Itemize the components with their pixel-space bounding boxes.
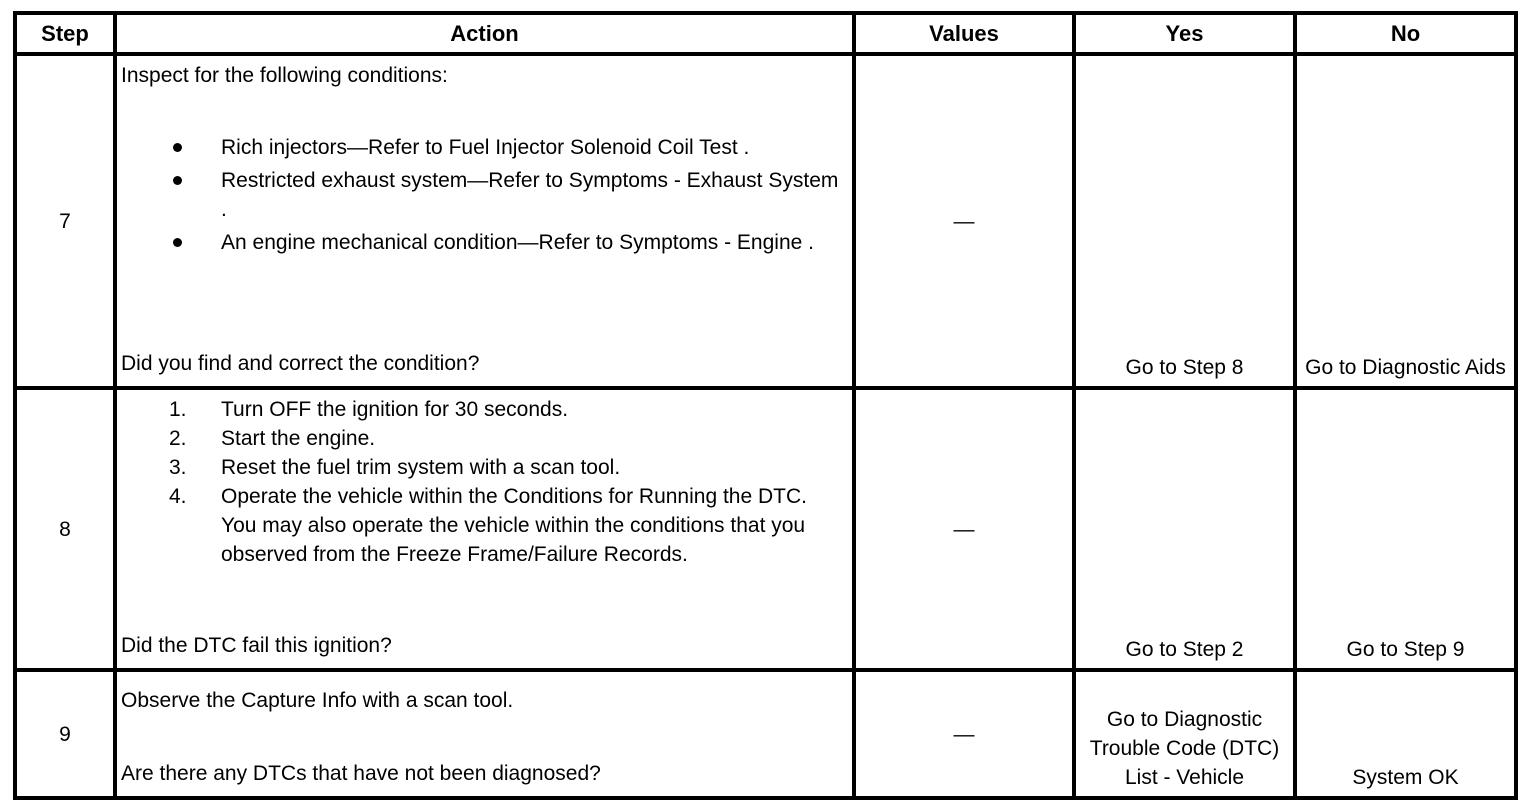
numbered-list: [117, 395, 846, 569]
no-text: Go to Diagnostic Aids: [1305, 356, 1506, 379]
list-item: [117, 228, 846, 257]
table-row-step-8: [15, 388, 1516, 670]
list-item: [117, 133, 846, 162]
yes-cell: [1074, 670, 1295, 798]
list-number: 3.: [169, 456, 187, 479]
list-item-text: Operate the vehicle within the Conditions for Running the DTC. You may also operate the vehicle within the conditions that you observed from the Freeze Frame/Failure Records.: [221, 485, 807, 566]
list-item: [117, 395, 846, 424]
yes-text: Go to Diagnostic Trouble Code (DTC) List - Vehicle: [1089, 708, 1280, 789]
no-cell: [1295, 54, 1516, 388]
header-no: No: [1295, 13, 1516, 54]
list-item: [117, 424, 846, 453]
table-row-step-7: [15, 54, 1516, 388]
list-item-text: An engine mechanical condition—Refer to Symptoms - Engine .: [221, 231, 814, 254]
values-cell: —: [854, 388, 1074, 670]
diagnostic-table: [13, 11, 1518, 800]
list-number: 2.: [169, 427, 187, 450]
header-row: [15, 13, 1516, 54]
action-question: Did you find and correct the condition?: [121, 352, 480, 375]
yes-cell: [1074, 54, 1295, 388]
yes-text: Go to Step 2: [1125, 638, 1244, 661]
bullet-icon: [173, 238, 182, 247]
list-item: [117, 453, 846, 482]
yes-cell: [1074, 388, 1295, 670]
bullet-icon: [173, 143, 182, 152]
header-step: Step: [15, 13, 115, 54]
yes-text: Go to Step 8: [1125, 356, 1244, 379]
header-yes: Yes: [1074, 13, 1295, 54]
step-number: 9: [15, 670, 115, 798]
list-item-text: Reset the fuel trim system with a scan tool.: [221, 456, 621, 479]
action-cell: [115, 388, 854, 670]
action-intro: Inspect for the following conditions:: [121, 64, 448, 87]
no-text: Go to Step 9: [1346, 638, 1465, 661]
no-cell: [1295, 388, 1516, 670]
list-item-text: Rich injectors—Refer to Fuel Injector Solenoid Coil Test .: [221, 136, 750, 159]
action-cell: [115, 670, 854, 798]
values-cell: —: [854, 54, 1074, 388]
action-question: Are there any DTCs that have not been diagnosed?: [121, 762, 601, 785]
step-number: 7: [15, 54, 115, 388]
no-cell: [1295, 670, 1516, 798]
bullet-list: [117, 133, 846, 261]
list-item: [117, 166, 846, 224]
header-action: Action: [115, 13, 854, 54]
action-intro: Observe the Capture Info with a scan tool.: [121, 689, 514, 712]
list-item: [117, 482, 846, 569]
list-item-text: Restricted exhaust system—Refer to Symptoms - Exhaust System .: [221, 169, 839, 221]
values-cell: —: [854, 670, 1074, 798]
list-item-text: Turn OFF the ignition for 30 seconds.: [221, 398, 569, 421]
list-number: 1.: [169, 398, 187, 421]
bullet-icon: [173, 176, 182, 185]
action-question: Did the DTC fail this ignition?: [121, 634, 392, 657]
list-number: 4.: [169, 485, 187, 508]
list-item-text: Start the engine.: [221, 427, 376, 450]
header-values: Values: [854, 13, 1074, 54]
action-cell: [115, 54, 854, 388]
no-text: System OK: [1352, 766, 1459, 789]
diagnostic-table-container: [13, 11, 1514, 800]
step-number: 8: [15, 388, 115, 670]
table-row-step-9: [15, 670, 1516, 798]
